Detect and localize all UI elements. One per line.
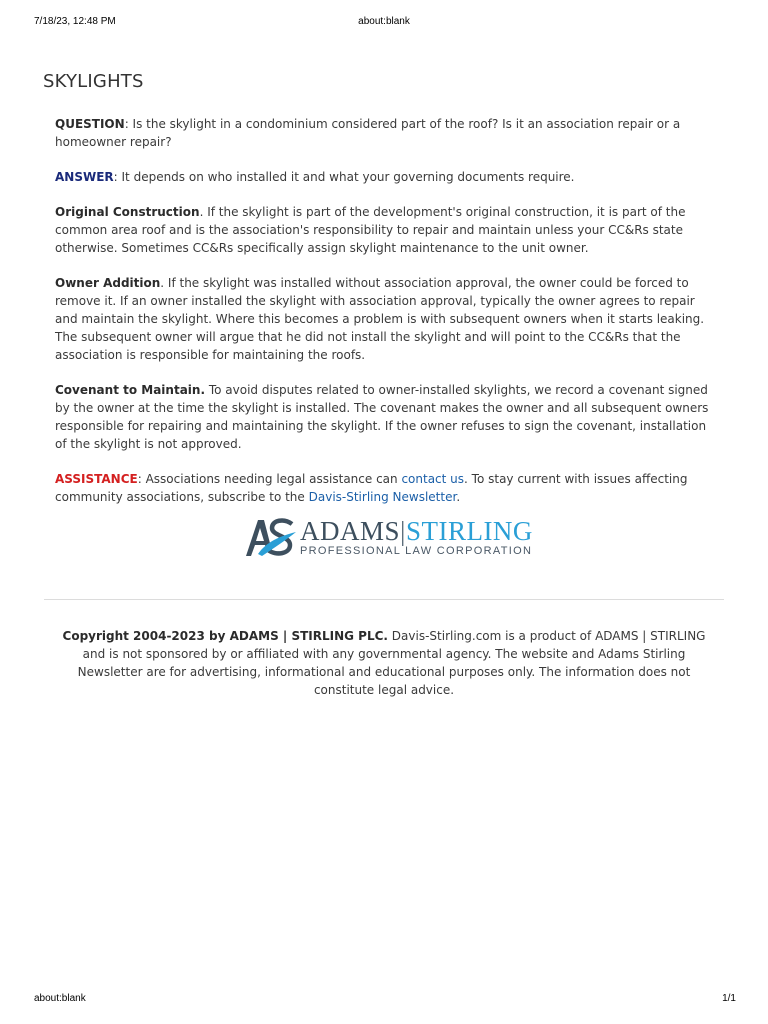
footer-divider bbox=[44, 599, 724, 600]
original-construction-paragraph bbox=[55, 203, 720, 257]
assistance-paragraph bbox=[55, 470, 720, 506]
print-url: about:blank bbox=[34, 993, 86, 1004]
logo-separator: | bbox=[400, 516, 406, 546]
page-title: SKYLIGHTS bbox=[43, 71, 144, 92]
logo-name bbox=[300, 516, 533, 546]
newsletter-link[interactable]: Davis-Stirling Newsletter bbox=[308, 490, 457, 504]
covenant-paragraph bbox=[55, 381, 720, 453]
copyright-notice bbox=[50, 627, 718, 699]
logo-adams: ADAMS bbox=[300, 516, 401, 546]
logo-stirling: STIRLING bbox=[405, 516, 533, 546]
question-label: QUESTION bbox=[55, 117, 125, 131]
answer-text: : It depends on who installed it and what your governing documents require. bbox=[113, 170, 575, 184]
logo-mark-icon bbox=[244, 514, 300, 560]
assistance-text-3: . bbox=[456, 490, 461, 504]
copyright-label: Copyright 2004-2023 by ADAMS | STIRLING PLC. bbox=[62, 629, 388, 643]
contact-us-link[interactable]: contact us bbox=[401, 472, 465, 486]
copyright-text: Davis-Stirling.com is a product of ADAMS | STIRLING and is not sponsored by or affiliated with any governmental agency. The website and Adams Stirling Newsletter are for advertising, informational and educational purposes only. The information does not constitute legal advice. bbox=[77, 629, 706, 697]
owner-addition-text: . If the skylight was installed without association approval, the owner could be forced to remove it. If an owner installed the skylight with association approval, typically the owner agrees to repair and maintain the skylight. Where this becomes a problem is with subsequent owners when it starts leaking. The subsequent owner will argue that he did not install the skylight and will point to the CC&Rs that the association is responsible for maintaining the roofs. bbox=[55, 276, 705, 362]
article-body bbox=[55, 115, 720, 523]
answer-paragraph bbox=[55, 168, 720, 186]
question-text: : Is the skylight in a condominium considered part of the roof? Is it an association repair or a homeowner repair? bbox=[55, 117, 681, 149]
original-construction-label: Original Construction bbox=[55, 205, 200, 219]
adams-stirling-logo bbox=[244, 514, 534, 560]
answer-label: ANSWER bbox=[55, 170, 114, 184]
print-datetime: 7/18/23, 12:48 PM bbox=[34, 16, 116, 27]
print-page-title: about:blank bbox=[358, 16, 410, 27]
assistance-text-1: : Associations needing legal assistance can bbox=[137, 472, 402, 486]
covenant-label: Covenant to Maintain. bbox=[55, 383, 206, 397]
question-paragraph bbox=[55, 115, 720, 151]
logo-subtitle: PROFESSIONAL LAW CORPORATION bbox=[300, 545, 533, 557]
print-page-count: 1/1 bbox=[722, 993, 736, 1004]
assistance-label: ASSISTANCE bbox=[55, 472, 138, 486]
assistance-text-2: . To stay current with issues affecting community associations, subscribe to the bbox=[55, 472, 688, 504]
owner-addition-label: Owner Addition bbox=[55, 276, 161, 290]
owner-addition-paragraph bbox=[55, 274, 720, 364]
original-construction-text: . If the skylight is part of the development's original construction, it is part of the common area roof and is the association's responsibility to repair and maintain unless your CC&Rs state otherwise. Sometimes CC&Rs specifically assign skylight maintenance to the unit owner. bbox=[55, 205, 686, 255]
covenant-text: To avoid disputes related to owner-installed skylights, we record a covenant signed by the owner at the time the skylight is installed. The covenant makes the owner and all subsequent owners responsible for repairing and maintaining the skylight. If the owner refuses to sign the covenant, installation of the skylight is not approved. bbox=[55, 383, 709, 451]
logo-mark-text: AS bbox=[244, 514, 246, 515]
